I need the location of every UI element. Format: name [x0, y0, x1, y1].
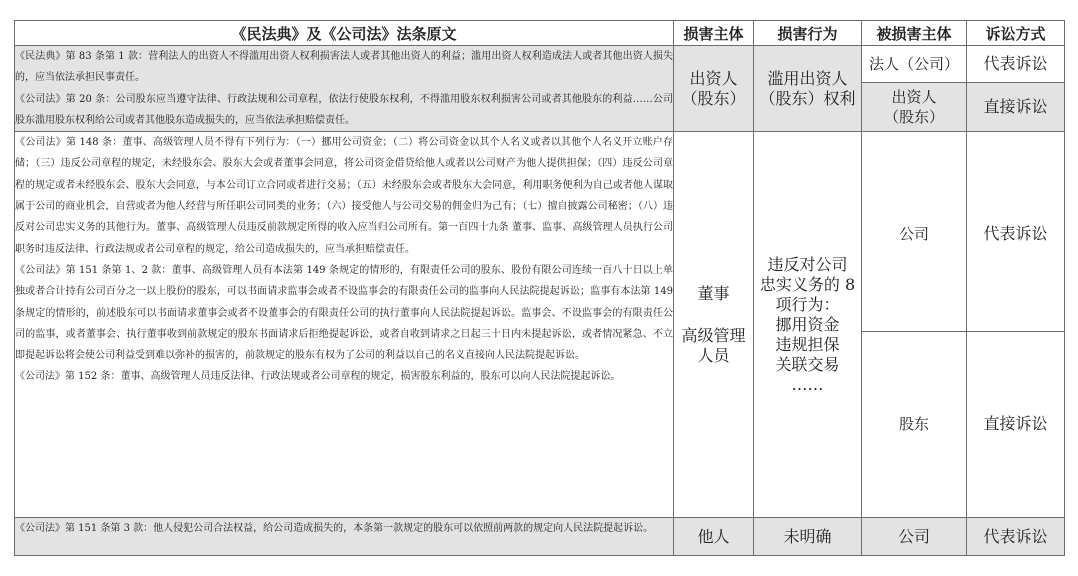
header-act: 损害行为 [754, 21, 862, 46]
victim-cell [862, 82, 967, 131]
law-comparison-table [14, 20, 1065, 556]
law-text-company-law-152: 《公司法》第 152 条：董事、高级管理人员违反法律、行政法规或者公司章程的规定，损害股东利益的，股东可以向人民法院提起诉讼。 [15, 371, 621, 383]
table-row [15, 46, 1065, 83]
subject-cell-shareholder [674, 46, 754, 132]
suit-cell: 代表诉讼 [967, 46, 1065, 83]
act-text: 项行为： [775, 294, 840, 314]
law-cell-director [15, 132, 674, 518]
act-cell-others: 未明确 [754, 518, 862, 556]
subject-cell-others: 他人 [674, 518, 754, 556]
suit-cell: 直接诉讼 [967, 82, 1065, 131]
law-cell-others: 《公司法》第 151 条第 3 款：他人侵犯公司合法权益，给公司造成损失的，本条第一款规定的股东可以依照前两款的规定向人民法院提起诉讼。 [15, 518, 674, 556]
victim-text: 出资人 [891, 87, 937, 106]
act-text: 忠实义务的 8 [759, 274, 856, 294]
act-text: 违反对公司 [767, 254, 848, 274]
law-text-company-law-148: 《公司法》第 148 条：董事、高级管理人员不得有下列行为：（一）挪用公司资金；（二）将公司资金以其个人名义或者以其他个人名义开立账户存储；（三）违反公司章程的规定，未经股东会、股东大会或者董事会同意，将公司资金借贷给他人或者以公司财产为他人提供担保；（四）违反公司章程的规定或者未经股东会、股东大会同意，与本公司订立合同或者进行交易；（五）未经股东会或者股东大会同意，利用职务便利为自己或者他人谋取属于公司的商业机会，自营或者为他人经营与所任职公司同类的业务；（六）接受他人与公司交易的佣金归为己有；（七）擅自披露公司秘密；（八）违反对公司忠实义务的其他行为。董事、高级管理人员违反前款规定所得的收入应当归公司所有。第一百四十九条 董事、监事、高级管理人员执行公司职务时违反法律、行政法规或者公司章程的规定，给公司造成损失的，应当承担赔偿责任。 [15, 137, 673, 255]
subject-text: （股东） [681, 88, 746, 108]
subject-cell-director [674, 132, 754, 518]
act-text: 违规担保 [775, 334, 840, 354]
victim-text: 公司 [898, 225, 929, 244]
header-victim: 被损害主体 [862, 21, 967, 46]
subject-text: 董事 [697, 283, 730, 303]
act-text: 挪用资金 [775, 314, 840, 334]
law-text-civil-code-83: 《民法典》第 83 条第 1 款：营利法人的出资人不得滥用出资人权利损害法人或者其他出资人的利益；滥用出资人权利造成法人或者其他出资人损失的，应当依法承担民事责任。 [15, 51, 673, 84]
law-text-company-law-20: 《公司法》第 20 条：公司股东应当遵守法律、行政法规和公司章程，依法行使股东权利，不得滥用股东权利损害公司或者其他股东的利益……公司股东滥用股东权利给公司或者其他股东造成损失的，应当依法承担赔偿责任。 [15, 93, 673, 126]
header-subject: 损害主体 [674, 21, 754, 46]
suit-cell: 直接诉讼 [967, 331, 1065, 517]
suit-cell [967, 132, 1065, 332]
header-law-text: 《民法典》及《公司法》法条原文 [15, 21, 674, 46]
suit-cell: 代表诉讼 [967, 518, 1065, 556]
table-row [15, 132, 1065, 332]
act-cell-director [754, 132, 862, 518]
table-header-row [15, 21, 1065, 46]
victim-cell: 法人（公司） [862, 46, 967, 83]
law-cell-shareholder [15, 46, 674, 132]
header-suit: 诉讼方式 [967, 21, 1065, 46]
law-table-container [14, 20, 1065, 556]
victim-cell [862, 132, 967, 332]
subject-text: 出资人 [689, 68, 738, 88]
victim-text: （股东） [883, 107, 944, 126]
act-text: 关联交易 [775, 354, 840, 374]
act-text: （股东）权利 [759, 88, 856, 108]
act-cell-shareholder [754, 46, 862, 132]
subject-text: 人员 [697, 345, 730, 365]
victim-cell: 股东 [862, 331, 967, 517]
subject-text: 高级管理 [681, 325, 746, 345]
act-text: …… [791, 374, 824, 394]
victim-cell: 公司 [862, 518, 967, 556]
suit-text: 代表诉讼 [983, 224, 1048, 244]
table-row [15, 518, 1065, 556]
act-text: 滥用出资人 [767, 68, 848, 88]
law-text-company-law-151: 《公司法》第 151 条第 1、2 款：董事、高级管理人员有本法第 149 条规定的情形的，有限责任公司的股东、股份有限公司连续一百八十日以上单独或者合计持有公司百分之一以上股份的股东，可以书面请求监事会或者不设监事会的有限责任公司的监事向人民法院提起诉讼；监事有本法第 149 条规定的情形的，前述股东可以书面请求董事会或者不设董事会的有限责任公司的执行董事向人民法院提起诉讼。监事会、不设监事会的有限责任公司的监事，或者董事会、执行董事收到前款规定的股东书面请求后拒绝提起诉讼，或者自收到请求之日起三十日内未提起诉讼，或者情况紧急、不立即提起诉讼将会使公司利益受到难以弥补的损害的，前款规定的股东有权为了公司的利益以自己的名义直接向人民法院提起诉讼。 [15, 264, 673, 362]
